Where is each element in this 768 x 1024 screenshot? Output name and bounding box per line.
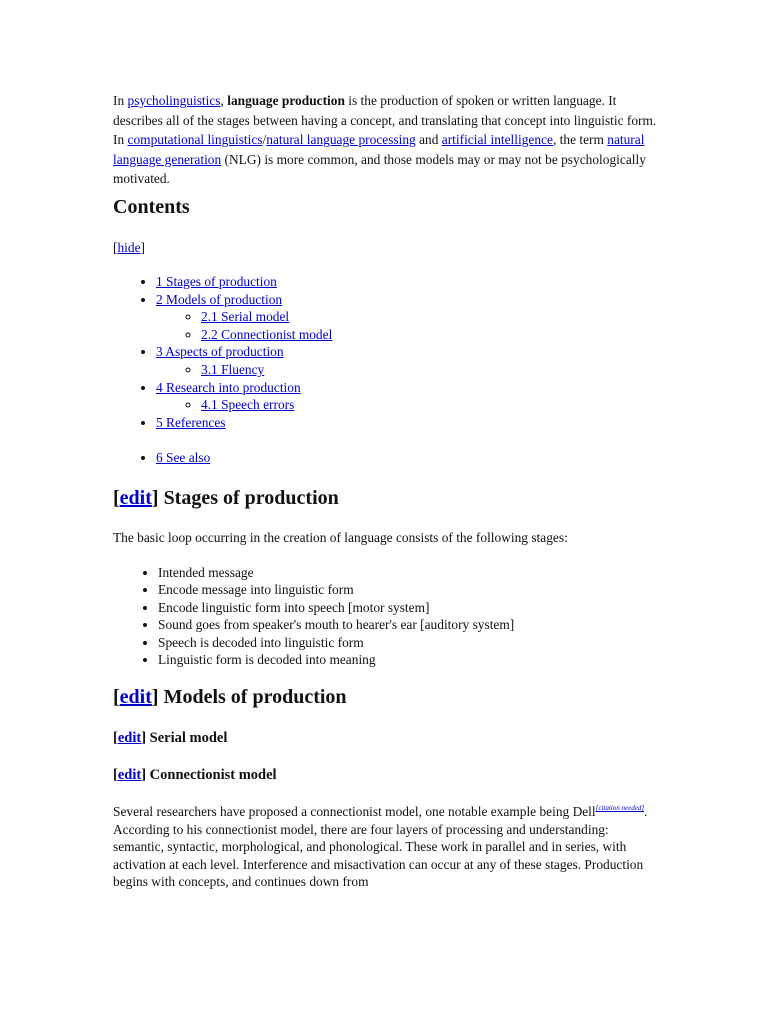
toc-toggle — [113, 240, 145, 256]
link-natural-language-processing[interactable]: natural language processing — [266, 132, 416, 147]
stages-intro-paragraph: The basic loop occurring in the creation of language consists of the following stages: — [113, 530, 568, 545]
stage-item: • Encode message into linguistic form — [158, 581, 514, 598]
stage-item: • Linguistic form is decoded into meaning — [158, 651, 514, 668]
toc-subitem — [201, 326, 332, 344]
bracket-close: ] — [140, 240, 145, 255]
toc-link-see-also[interactable]: 6 See also — [156, 450, 211, 466]
section-heading-stages — [113, 487, 339, 510]
intro-text: and — [415, 132, 442, 147]
section-title: Stages of production — [158, 487, 339, 509]
toc-item — [156, 379, 332, 414]
intro-text: (NLG) is more common, and those models may or may not be psychologically motivated. — [113, 151, 646, 186]
toc-sublist — [156, 361, 332, 379]
edit-link-stages[interactable]: edit — [119, 487, 152, 509]
subsection-title: Serial model — [146, 730, 228, 746]
bracket-open: [ — [113, 487, 120, 509]
stage-item: • Encode linguistic form into speech [motor system] — [158, 599, 514, 616]
edit-link-models[interactable]: edit — [119, 686, 152, 708]
bracket-open: [ — [113, 730, 118, 746]
stage-item: • Speech is decoded into linguistic form — [158, 634, 514, 651]
toc-item — [156, 291, 332, 344]
link-computational-linguistics[interactable]: computational linguistics — [127, 132, 263, 147]
subsection-heading-connectionist — [113, 767, 277, 784]
link-natural-language-generation[interactable]: natural language generation — [113, 132, 645, 167]
bracket-open: [ — [113, 686, 120, 708]
intro-paragraph — [113, 91, 658, 189]
toc-link-serial-model[interactable]: 2.1 Serial model — [201, 309, 290, 325]
bracket-close: ] — [141, 767, 147, 783]
toc-link-aspects-of-production[interactable]: 3 Aspects of production — [156, 344, 284, 360]
toc-item — [156, 343, 332, 378]
toc-subitem — [201, 308, 332, 326]
bracket-close: ] — [151, 487, 159, 509]
stages-list — [113, 564, 514, 668]
stage-item: • Intended message — [158, 564, 514, 581]
stage-item: • Sound goes from speaker's mouth to hearer's ear [auditory system] — [158, 616, 514, 633]
citation-needed-superscript — [596, 804, 644, 812]
connectionist-paragraph — [113, 803, 658, 891]
section-heading-models — [113, 686, 347, 709]
section-title: Models of production — [158, 686, 347, 708]
contents-heading: Contents — [113, 196, 190, 218]
intro-text: / — [262, 132, 267, 147]
toc-link-connectionist-model[interactable]: 2.2 Connectionist model — [201, 326, 333, 342]
citation-needed-link[interactable]: [citation needed] — [595, 804, 645, 812]
edit-link-connectionist[interactable]: edit — [117, 767, 142, 783]
toc-item — [156, 414, 332, 432]
toc-link-fluency[interactable]: 3.1 Fluency — [201, 361, 265, 377]
toc-link-models-of-production[interactable]: 2 Models of production — [156, 291, 283, 307]
bracket-close: ] — [151, 686, 159, 708]
bracket-close: ] — [141, 730, 147, 746]
toc-link-references[interactable]: 5 References — [156, 414, 226, 430]
intro-text: In — [113, 93, 128, 108]
bracket-open: [ — [113, 767, 118, 783]
subsection-heading-serial — [113, 730, 227, 747]
toc-link-speech-errors[interactable]: 4.1 Speech errors — [201, 397, 295, 413]
toc-sublist — [156, 396, 332, 414]
toc-subitem — [201, 396, 332, 414]
edit-link-serial[interactable]: edit — [117, 730, 142, 746]
toc-subitem — [201, 361, 332, 379]
toc-link-research-into-production[interactable]: 4 Research into production — [156, 379, 301, 395]
subsection-title: Connectionist model — [146, 767, 277, 783]
link-psycholinguistics[interactable]: psycholinguistics — [127, 93, 221, 108]
intro-text: is the production of spoken or written language. It describes all of the stages between having a concept, and translating that concept into linguistic form. In — [113, 93, 657, 147]
toc-item — [156, 273, 332, 291]
link-artificial-intelligence[interactable]: artificial intelligence — [441, 132, 553, 147]
toc-sublist — [156, 308, 332, 343]
bracket-open: [ — [113, 240, 118, 255]
intro-text: , — [220, 93, 228, 108]
toc-link-stages-of-production[interactable]: 1 Stages of production — [156, 274, 277, 289]
term-language-production: language production — [227, 93, 345, 108]
paragraph-text: . According to his connectionist model, there are four layers of processing and understanding: semantic, syntactic, morphological, and phonological. These work in parallel and in series, with activation at each level. Interference and misactivation can occur at any of these stages. Production begins with concepts, and continues down from — [113, 804, 648, 890]
toc-item — [156, 449, 332, 467]
intro-text: , the term — [552, 132, 608, 147]
paragraph-text: Several researchers have proposed a connectionist model, one notable example being Dell — [113, 804, 596, 819]
toc-hide-link[interactable]: hide — [117, 240, 141, 255]
table-of-contents — [113, 273, 332, 467]
